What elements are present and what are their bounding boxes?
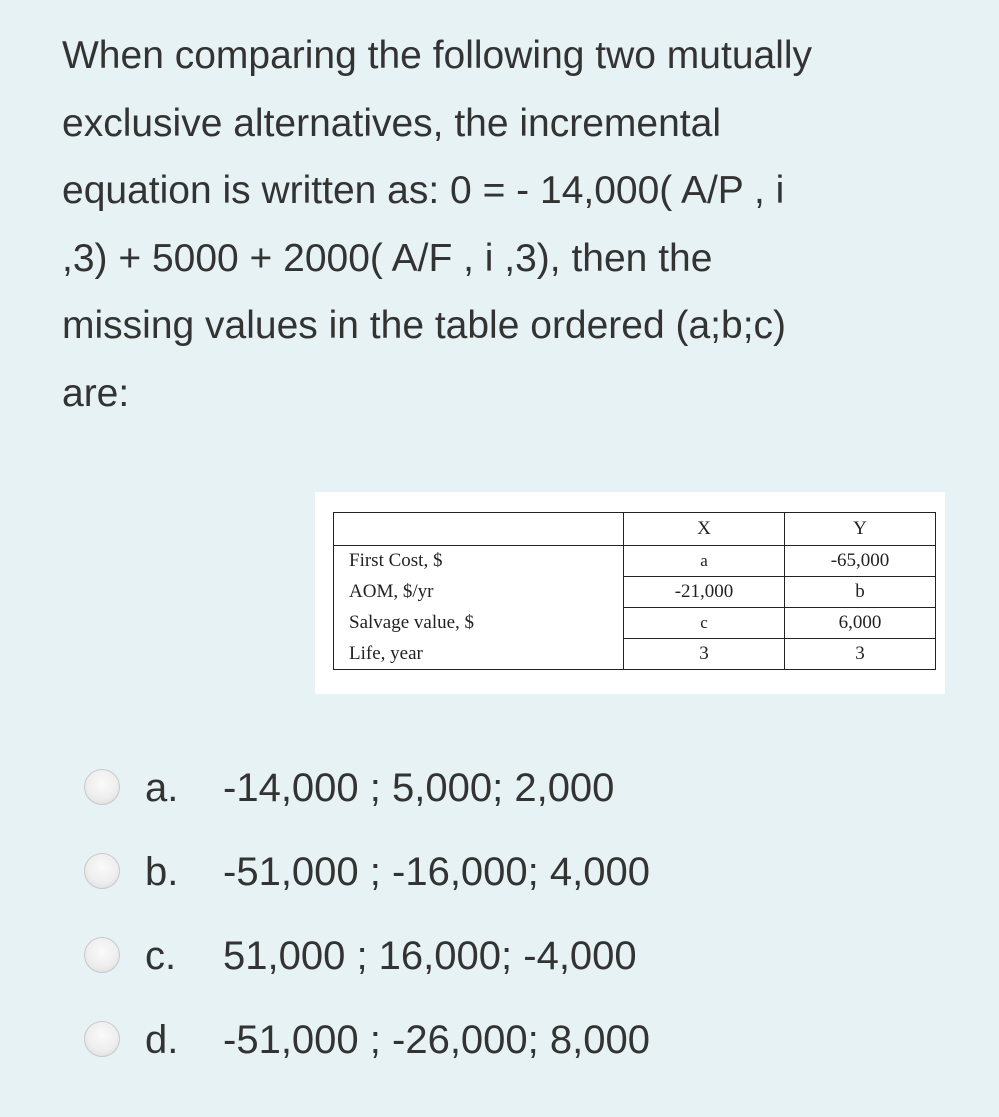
radio-button-icon[interactable] [84, 769, 120, 805]
question-line: are: [62, 371, 130, 415]
table-row [334, 577, 936, 608]
table-header-row [334, 513, 936, 546]
option-d[interactable] [80, 1006, 780, 1076]
question-line: equation is written as: 0 = - 14,000( A/P , i [62, 169, 785, 212]
radio-button-icon[interactable] [84, 853, 120, 889]
cell-x: -21,000 [624, 577, 785, 608]
cell-x: c [624, 608, 785, 639]
table-row [334, 608, 936, 639]
option-text: -14,000 ; 5,000; 2,000 [223, 766, 615, 810]
alternatives-table [333, 512, 936, 670]
row-label: First Cost, $ [334, 546, 624, 577]
cell-y: 3 [785, 639, 936, 670]
table-header-blank [334, 513, 624, 546]
table-header-y: Y [785, 513, 936, 546]
cell-x: 3 [624, 639, 785, 670]
table-row [334, 546, 936, 577]
table-image [315, 492, 945, 694]
option-letter: d. [145, 1018, 179, 1062]
row-label: AOM, $/yr [334, 577, 624, 608]
cell-y: b [785, 577, 936, 608]
option-letter: c. [145, 934, 177, 978]
cell-y: -65,000 [785, 546, 936, 577]
option-a[interactable] [80, 754, 780, 824]
table-row [334, 639, 936, 670]
option-text: 51,000 ; 16,000; -4,000 [223, 934, 637, 978]
option-b[interactable] [80, 838, 780, 908]
option-text: -51,000 ; -16,000; 4,000 [223, 850, 650, 894]
question-line: exclusive alternatives, the incremental [62, 101, 721, 145]
cell-x: a [624, 546, 785, 577]
option-letter: b. [145, 850, 179, 894]
option-letter: a. [145, 766, 179, 810]
radio-button-icon[interactable] [84, 937, 120, 973]
option-c[interactable] [80, 922, 780, 992]
question-line: When comparing the following two mutually [62, 34, 813, 77]
radio-button-icon[interactable] [84, 1021, 120, 1057]
question-line: missing values in the table ordered (a;b;c) [62, 304, 787, 347]
table-header-x: X [624, 513, 785, 546]
option-text: -51,000 ; -26,000; 8,000 [223, 1018, 650, 1062]
row-label: Salvage value, $ [334, 608, 624, 639]
question-text [62, 22, 962, 427]
question-line: ,3) + 5000 + 2000( A/F , i ,3), then the [62, 236, 713, 280]
row-label: Life, year [334, 639, 624, 670]
cell-y: 6,000 [785, 608, 936, 639]
